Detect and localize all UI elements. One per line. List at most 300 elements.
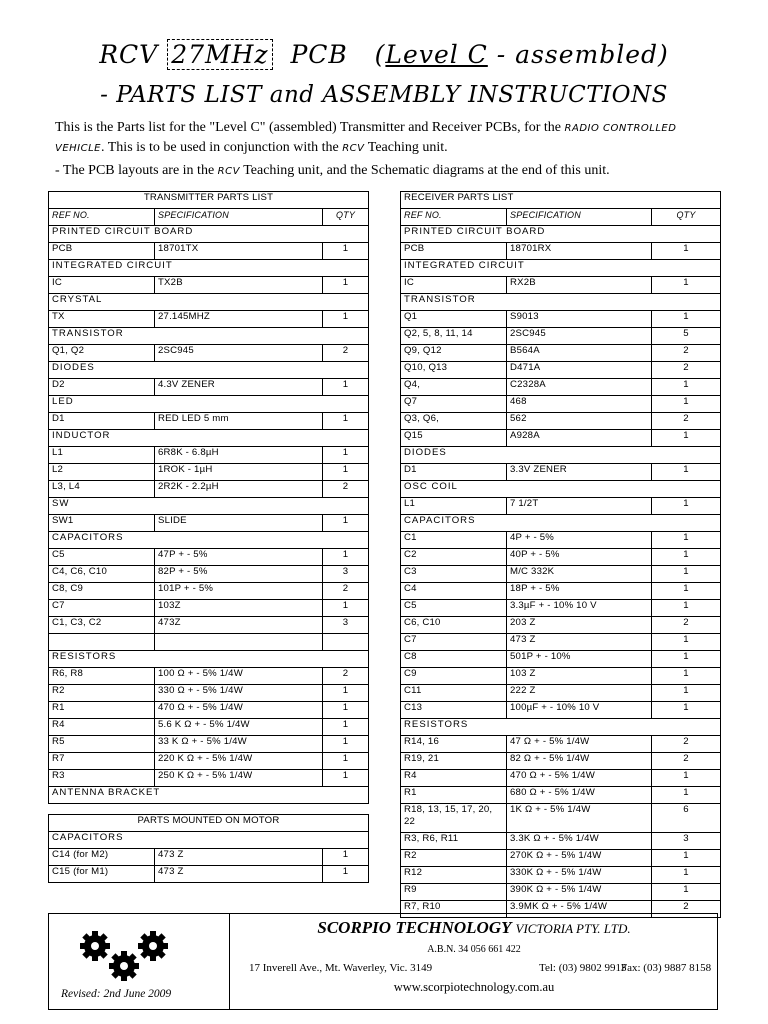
section-row	[401, 447, 721, 464]
qty-cell: 1	[652, 600, 721, 617]
column-header: SPECIFICATION	[507, 209, 652, 226]
spec-cell: 203 Z	[507, 617, 652, 634]
qty-cell: 2	[652, 617, 721, 634]
spec-cell: 82 Ω + - 5% 1/4W	[507, 753, 652, 770]
ref-cell: L1	[401, 498, 507, 515]
qty-cell: 1	[323, 866, 369, 883]
column-header: QTY	[652, 209, 721, 226]
table-row	[49, 634, 369, 651]
ref-cell: C1	[401, 532, 507, 549]
qty-cell: 6	[652, 804, 721, 833]
qty-cell: 2	[323, 668, 369, 685]
qty-cell: 1	[652, 884, 721, 901]
company-suffix: VICTORIA PTY. LTD.	[515, 921, 631, 936]
column-header-row	[401, 209, 721, 226]
company-address: 17 Inverell Ave., Mt. Waverley, Vic. 3149	[249, 962, 433, 974]
spec-cell: 82P + - 5%	[155, 566, 323, 583]
spec-cell: 1K Ω + - 5% 1/4W	[507, 804, 652, 833]
ref-cell: C5	[49, 549, 155, 566]
qty-cell: 1	[323, 379, 369, 396]
table-row	[401, 532, 721, 549]
ref-cell: R4	[49, 719, 155, 736]
qty-cell: 2	[323, 345, 369, 362]
table-row	[49, 243, 369, 260]
ref-cell	[49, 634, 155, 651]
qty-cell: 1	[323, 413, 369, 430]
table-row	[401, 311, 721, 328]
title-frequency: 27MHz	[167, 39, 272, 70]
spec-cell: SLIDE	[155, 515, 323, 532]
section-label: TRANSISTOR	[401, 294, 721, 311]
ref-cell: C4, C6, C10	[49, 566, 155, 583]
spec-cell: 3.3µF + - 10% 10 V	[507, 600, 652, 617]
section-label: RESISTORS	[401, 719, 721, 736]
section-label: PRINTED CIRCUIT BOARD	[49, 226, 369, 243]
section-row	[49, 294, 369, 311]
intro-rcv-2: RCV	[217, 166, 240, 177]
qty-cell: 1	[323, 447, 369, 464]
spec-cell: 3.3V ZENER	[507, 464, 652, 481]
table-row	[401, 498, 721, 515]
company-name: SCORPIO TECHNOLOGY	[317, 918, 512, 937]
section-label: CRYSTAL	[49, 294, 369, 311]
ref-cell: C7	[401, 634, 507, 651]
qty-cell: 3	[652, 833, 721, 850]
section-row	[49, 362, 369, 379]
ref-cell: C15 (for M1)	[49, 866, 155, 883]
section-row	[49, 226, 369, 243]
ref-cell: D2	[49, 379, 155, 396]
table-row	[49, 413, 369, 430]
spec-cell: 330 Ω + - 5% 1/4W	[155, 685, 323, 702]
title-suffix: - assembled)	[496, 40, 669, 69]
ref-cell: R2	[49, 685, 155, 702]
spec-cell: D471A	[507, 362, 652, 379]
section-label: CAPACITORS	[401, 515, 721, 532]
spec-cell: 468	[507, 396, 652, 413]
ref-cell: C7	[49, 600, 155, 617]
qty-cell: 1	[652, 566, 721, 583]
qty-cell: 1	[323, 277, 369, 294]
qty-cell: 3	[323, 566, 369, 583]
ref-cell: R7	[49, 753, 155, 770]
qty-cell: 1	[652, 685, 721, 702]
table-row	[401, 753, 721, 770]
table-row	[49, 770, 369, 787]
table-row	[401, 867, 721, 884]
column-header: REF NO.	[49, 209, 155, 226]
qty-cell: 2	[652, 345, 721, 362]
spec-cell: B564A	[507, 345, 652, 362]
qty-cell: 1	[652, 770, 721, 787]
table-row	[49, 668, 369, 685]
section-label: ANTENNA BRACKET	[49, 787, 369, 804]
section-row	[401, 515, 721, 532]
section-row	[49, 651, 369, 668]
intro-text-e: Teaching unit, and the Schematic diagrams at the end of this unit.	[239, 163, 610, 178]
section-row	[401, 294, 721, 311]
qty-cell: 2	[652, 362, 721, 379]
table-row	[49, 515, 369, 532]
ref-cell: C11	[401, 685, 507, 702]
spec-cell: 47 Ω + - 5% 1/4W	[507, 736, 652, 753]
qty-cell: 5	[652, 328, 721, 345]
section-row	[49, 498, 369, 515]
spec-cell: 330K Ω + - 5% 1/4W	[507, 867, 652, 884]
spec-cell: 250 K Ω + - 5% 1/4W	[155, 770, 323, 787]
qty-cell	[323, 634, 369, 651]
column-header: SPECIFICATION	[155, 209, 323, 226]
company-fax: Fax: (03) 9887 8158	[621, 962, 712, 974]
table-row	[401, 884, 721, 901]
spec-cell: RX2B	[507, 277, 652, 294]
section-label: DIODES	[401, 447, 721, 464]
qty-cell: 1	[652, 379, 721, 396]
table-row	[49, 464, 369, 481]
spec-cell: RED LED 5 mm	[155, 413, 323, 430]
spec-cell: 4.3V ZENER	[155, 379, 323, 396]
ref-cell: L1	[49, 447, 155, 464]
ref-cell: C1, C3, C2	[49, 617, 155, 634]
section-row	[49, 832, 369, 849]
revision-date: Revised: 2nd June 2009	[61, 988, 172, 1000]
spec-cell: 33 K Ω + - 5% 1/4W	[155, 736, 323, 753]
qty-cell: 1	[652, 549, 721, 566]
title-level: Level C	[385, 40, 488, 69]
ref-cell: PCB	[401, 243, 507, 260]
table-row	[49, 736, 369, 753]
spec-cell: 7 1/2T	[507, 498, 652, 515]
table-row	[401, 464, 721, 481]
ref-cell: C14 (for M2)	[49, 849, 155, 866]
table-row	[49, 849, 369, 866]
qty-cell: 1	[323, 849, 369, 866]
table-row	[49, 685, 369, 702]
table-row	[401, 362, 721, 379]
table-title: TRANSMITTER PARTS LIST	[49, 192, 369, 209]
table-row	[401, 345, 721, 362]
qty-cell: 1	[323, 243, 369, 260]
spec-cell: C2328A	[507, 379, 652, 396]
section-label: INTEGRATED CIRCUIT	[49, 260, 369, 277]
spec-cell: 18701RX	[507, 243, 652, 260]
spec-cell: 5.6 K Ω + - 5% 1/4W	[155, 719, 323, 736]
table-row	[49, 447, 369, 464]
ref-cell: C3	[401, 566, 507, 583]
title-paren: (	[374, 40, 386, 69]
ref-cell: PCB	[49, 243, 155, 260]
qty-cell: 1	[652, 787, 721, 804]
qty-cell: 1	[652, 867, 721, 884]
ref-cell: Q4,	[401, 379, 507, 396]
intro-text-b: . This is to be used in conjunction with the	[101, 140, 343, 155]
table-row	[401, 634, 721, 651]
qty-cell: 1	[323, 702, 369, 719]
table-row	[401, 804, 721, 833]
intro-text-d: - The PCB layouts are in the	[55, 163, 218, 178]
page-subtitle: - PARTS LIST and ASSEMBLY INSTRUCTIONS	[100, 82, 668, 108]
table-row	[401, 583, 721, 600]
ref-cell: C13	[401, 702, 507, 719]
ref-cell: R4	[401, 770, 507, 787]
column-header: QTY	[323, 209, 369, 226]
company-name-line	[229, 918, 719, 938]
section-row	[401, 260, 721, 277]
intro-paragraph-1	[55, 118, 725, 158]
spec-cell: 390K Ω + - 5% 1/4W	[507, 884, 652, 901]
qty-cell: 1	[323, 464, 369, 481]
qty-cell: 1	[652, 702, 721, 719]
transmitter-parts-table	[48, 191, 369, 804]
section-row	[49, 430, 369, 447]
qty-cell: 1	[323, 719, 369, 736]
ref-cell: C5	[401, 600, 507, 617]
table-row	[401, 668, 721, 685]
spec-cell: 473 Z	[155, 866, 323, 883]
ref-cell: R6, R8	[49, 668, 155, 685]
title-pcb: PCB	[290, 40, 348, 69]
table-row	[49, 702, 369, 719]
company-abn: A.B.N. 34 056 661 422	[427, 944, 521, 955]
ref-cell: Q7	[401, 396, 507, 413]
qty-cell: 1	[652, 430, 721, 447]
qty-cell: 1	[652, 668, 721, 685]
section-row	[49, 396, 369, 413]
qty-cell: 1	[652, 243, 721, 260]
spec-cell: 473 Z	[507, 634, 652, 651]
spec-cell: 470 Ω + - 5% 1/4W	[507, 770, 652, 787]
table-row	[401, 736, 721, 753]
spec-cell: 6R8K - 6.8µH	[155, 447, 323, 464]
ref-cell: Q1, Q2	[49, 345, 155, 362]
table-row	[49, 277, 369, 294]
section-label: INTEGRATED CIRCUIT	[401, 260, 721, 277]
table-row	[49, 379, 369, 396]
section-label: OSC COIL	[401, 481, 721, 498]
ref-cell: R5	[49, 736, 155, 753]
intro-rcv: RCV	[342, 143, 365, 154]
section-label: PRINTED CIRCUIT BOARD	[401, 226, 721, 243]
ref-cell: R14, 16	[401, 736, 507, 753]
table-row	[401, 600, 721, 617]
ref-cell: R12	[401, 867, 507, 884]
qty-cell: 1	[652, 498, 721, 515]
spec-cell: 18P + - 5%	[507, 583, 652, 600]
ref-cell: D1	[401, 464, 507, 481]
table-row	[401, 850, 721, 867]
section-row	[49, 260, 369, 277]
ref-cell: R3	[49, 770, 155, 787]
column-header: REF NO.	[401, 209, 507, 226]
spec-cell: 562	[507, 413, 652, 430]
section-label: CAPACITORS	[49, 532, 369, 549]
intro-paragraph-2	[55, 161, 725, 181]
ref-cell: R18, 13, 15, 17, 20, 22	[401, 804, 507, 833]
ref-cell: R19, 21	[401, 753, 507, 770]
section-row	[401, 719, 721, 736]
table-row	[401, 430, 721, 447]
table-title-row	[49, 815, 369, 832]
spec-cell: 270K Ω + - 5% 1/4W	[507, 850, 652, 867]
spec-cell: 3.9MK Ω + - 5% 1/4W	[507, 901, 652, 918]
section-row	[49, 532, 369, 549]
spec-cell: TX2B	[155, 277, 323, 294]
table-row	[49, 753, 369, 770]
intro-text-a: This is the Parts list for the "Level C" (assembled) Transmitter and Receiver PCBs, for the	[55, 120, 565, 135]
intro-text	[55, 118, 725, 184]
table-row	[401, 549, 721, 566]
qty-cell: 1	[652, 532, 721, 549]
ref-cell: L2	[49, 464, 155, 481]
section-row	[401, 226, 721, 243]
spec-cell: 100 Ω + - 5% 1/4W	[155, 668, 323, 685]
spec-cell: 3.3K Ω + - 5% 1/4W	[507, 833, 652, 850]
spec-cell: 27.145MHZ	[155, 311, 323, 328]
section-row	[401, 481, 721, 498]
ref-cell: Q15	[401, 430, 507, 447]
section-label: LED	[49, 396, 369, 413]
spec-cell: 501P + - 10%	[507, 651, 652, 668]
spec-cell	[155, 634, 323, 651]
qty-cell: 1	[652, 277, 721, 294]
spec-cell: 2SC945	[507, 328, 652, 345]
title-prefix: RCV	[99, 40, 159, 69]
table-row	[49, 719, 369, 736]
ref-cell: R2	[401, 850, 507, 867]
ref-cell: C4	[401, 583, 507, 600]
spec-cell: 18701TX	[155, 243, 323, 260]
company-contact	[249, 962, 719, 974]
ref-cell: C8, C9	[49, 583, 155, 600]
qty-cell: 1	[323, 515, 369, 532]
table-row	[401, 243, 721, 260]
table-row	[401, 833, 721, 850]
ref-cell: Q3, Q6,	[401, 413, 507, 430]
ref-cell: Q10, Q13	[401, 362, 507, 379]
section-label: TRANSISTOR	[49, 328, 369, 345]
spec-cell: 473Z	[155, 617, 323, 634]
company-phone: Tel: (03) 9802 9913	[539, 962, 627, 974]
ref-cell: IC	[401, 277, 507, 294]
table-row	[401, 702, 721, 719]
intro-vehicle-name: RADIO CONTROLLED VEHICLE	[55, 123, 677, 154]
ref-cell: R1	[49, 702, 155, 719]
spec-cell: A928A	[507, 430, 652, 447]
ref-cell: C8	[401, 651, 507, 668]
spec-cell: 470 Ω + - 5% 1/4W	[155, 702, 323, 719]
spec-cell: 1ROK - 1µH	[155, 464, 323, 481]
ref-cell: R7, R10	[401, 901, 507, 918]
ref-cell: Q2, 5, 8, 11, 14	[401, 328, 507, 345]
spec-cell: 220 K Ω + - 5% 1/4W	[155, 753, 323, 770]
qty-cell: 2	[323, 583, 369, 600]
ref-cell: D1	[49, 413, 155, 430]
table-title: RECEIVER PARTS LIST	[401, 192, 721, 209]
footer-logo-panel	[49, 914, 230, 1009]
table-row	[49, 549, 369, 566]
qty-cell: 1	[652, 634, 721, 651]
qty-cell: 1	[652, 583, 721, 600]
section-label: SW	[49, 498, 369, 515]
table-row	[401, 685, 721, 702]
ref-cell: C2	[401, 549, 507, 566]
motor-parts-table	[48, 814, 369, 883]
table-row	[49, 345, 369, 362]
qty-cell: 3	[323, 617, 369, 634]
table-row	[49, 566, 369, 583]
spec-cell: 103 Z	[507, 668, 652, 685]
qty-cell: 1	[323, 549, 369, 566]
qty-cell: 2	[652, 753, 721, 770]
section-row	[49, 328, 369, 345]
section-label: RESISTORS	[49, 651, 369, 668]
spec-cell: S9013	[507, 311, 652, 328]
column-header-row	[49, 209, 369, 226]
ref-cell: Q9, Q12	[401, 345, 507, 362]
table-row	[401, 277, 721, 294]
spec-cell: 47P + - 5%	[155, 549, 323, 566]
spec-cell: 100µF + - 10% 10 V	[507, 702, 652, 719]
table-title-row	[401, 192, 721, 209]
qty-cell: 2	[652, 736, 721, 753]
qty-cell: 1	[652, 651, 721, 668]
table-row	[49, 617, 369, 634]
table-row	[401, 651, 721, 668]
ref-cell: TX	[49, 311, 155, 328]
table-row	[401, 787, 721, 804]
table-row	[401, 617, 721, 634]
spec-cell: 101P + - 5%	[155, 583, 323, 600]
section-row	[49, 787, 369, 804]
table-row	[49, 481, 369, 498]
ref-cell: Q1	[401, 311, 507, 328]
table-row	[401, 379, 721, 396]
qty-cell: 1	[652, 311, 721, 328]
company-footer	[48, 913, 718, 1010]
table-row	[49, 600, 369, 617]
intro-text-c: Teaching unit.	[364, 140, 448, 155]
table-row	[401, 328, 721, 345]
spec-cell: M/C 332K	[507, 566, 652, 583]
spec-cell: 473 Z	[155, 849, 323, 866]
ref-cell: L3, L4	[49, 481, 155, 498]
table-title: PARTS MOUNTED ON MOTOR	[49, 815, 369, 832]
ref-cell: C9	[401, 668, 507, 685]
table-row	[401, 396, 721, 413]
section-label: INDUCTOR	[49, 430, 369, 447]
spec-cell: 2SC945	[155, 345, 323, 362]
table-row	[401, 770, 721, 787]
ref-cell: SW1	[49, 515, 155, 532]
table-row	[401, 413, 721, 430]
company-website[interactable]: www.scorpiotechnology.com.au	[393, 980, 555, 994]
qty-cell: 1	[652, 850, 721, 867]
qty-cell: 1	[323, 600, 369, 617]
table-row	[49, 583, 369, 600]
qty-cell: 2	[323, 481, 369, 498]
page-title	[0, 40, 768, 69]
table-row	[401, 566, 721, 583]
receiver-parts-table	[400, 191, 721, 918]
ref-cell: R3, R6, R11	[401, 833, 507, 850]
qty-cell: 1	[652, 464, 721, 481]
qty-cell: 1	[323, 685, 369, 702]
table-row	[49, 866, 369, 883]
section-label: DIODES	[49, 362, 369, 379]
ref-cell: C6, C10	[401, 617, 507, 634]
spec-cell: 40P + - 5%	[507, 549, 652, 566]
qty-cell: 1	[652, 396, 721, 413]
